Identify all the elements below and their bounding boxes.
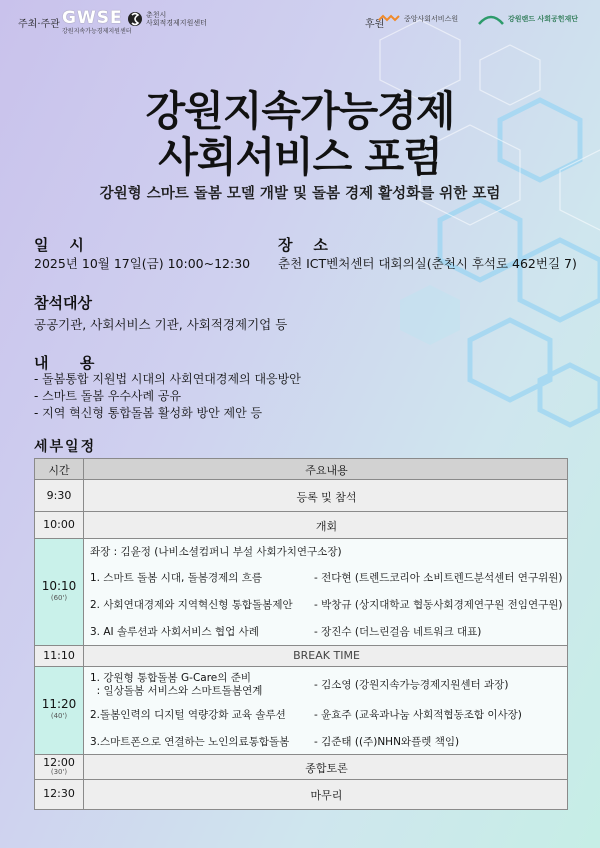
content-label: 내 용 — [34, 354, 95, 372]
topic-1: 1. 강원형 통합돌봄 G-Care의 준비 — [90, 672, 252, 684]
speaker-3: - 김준태 ((주)NHN와플렛 책임) — [314, 736, 460, 748]
topic-1b: : 일상돌봄 서비스와 스마트돌봄연계 — [90, 685, 263, 697]
chair-text: 좌장 : 김윤정 (나비소셜컴퍼니 부설 사회가치연구소장) — [90, 546, 342, 558]
topic-1: 1. 스마트 돌봄 시대, 돌봄경제의 흐름 — [90, 572, 263, 584]
col-time-header: 시간 — [48, 464, 70, 477]
sponsor2-logo: 강원랜드 사회공헌재단 — [478, 12, 578, 26]
list-item: - 지역 혁신형 통합돌봄 활성화 방안 제안 등 — [34, 406, 263, 420]
sponsor1-logo: 중앙사회서비스원 — [378, 14, 458, 24]
participants-value: 공공기관, 사회서비스 기관, 사회적경제기업 등 — [34, 317, 288, 332]
col-content-header: 주요내용 — [305, 464, 348, 477]
place-label: 장 소 — [278, 236, 328, 254]
session-row-2: 11:20 (40') 1. 강원형 통합돌봄 G-Care의 준비 : 일상돌봄 서비스와 스마트돌봄연계 - 김소영 (강원지속가능경제지원센터 과장) 2.돌봄인력의 디지털 역량강화 교육 솔루션 - 윤효주 (교육과나눔 사회적협동조합 이사장) 3.스마트폰으로 연결하는 노인의료통합돌봄 - 김준태 ((주)NHN와플렛 책임) — [35, 667, 568, 755]
table-header — [35, 459, 568, 480]
place-value: 춘천 ICT벤처센터 대회의실(춘천시 후석로 462번길 7) — [278, 256, 577, 271]
table-row: 12:00 (30') 종합토론 — [35, 755, 568, 780]
column-divider — [83, 459, 84, 810]
schedule-label: 세부일정 — [34, 439, 97, 455]
content-list — [34, 371, 301, 422]
host-label: 주최·주관 — [18, 19, 60, 30]
session-row-1: 10:10 (60') 좌장 : 김윤정 (나비소셜컴퍼니 부설 사회가치연구소장) 1. 스마트 돌봄 시대, 돌봄경제의 흐름 - 전다현 (트렌드코리아 소비트렌드분석센터 연구위원) 2. 사회연대경제와 지역혁신형 통합돌봄제안 - 박창규 (상지대학교 협동사회경제연구원 전임연구원) 3. AI 솔루션과 사회서비스 협업 사례 - 장진수 (더느린걸음 네트워크 대표) — [35, 539, 568, 646]
topic-2: 2. 사회연대경제와 지역혁신형 통합돌봄제안 — [90, 599, 293, 611]
date-value: 2025년 10월 17일(금) 10:00~12:30 — [34, 256, 251, 271]
participants-label: 참석대상 — [34, 294, 92, 312]
topic-3: 3.스마트폰으로 연결하는 노인의료통합돌봄 — [90, 736, 290, 748]
table-row: 11:10 BREAK TIME — [35, 646, 568, 667]
speaker-2: - 윤효주 (교육과나눔 사회적협동조합 이사장) — [314, 709, 522, 721]
topic-3: 3. AI 솔루션과 사회서비스 협업 사례 — [90, 626, 259, 638]
speaker-2: - 박창규 (상지대학교 협동사회경제연구원 전임연구원) — [314, 599, 563, 611]
table-row: 9:30 등록 및 참석 — [35, 480, 568, 512]
wave-logo-icon — [378, 14, 400, 24]
s-mark-icon — [128, 8, 142, 30]
main-title-line1: 강원지속가능경제 — [145, 87, 455, 135]
chuncheon-center-logo: 춘천시 사회적경제지원센터 — [128, 8, 207, 30]
topic-2: 2.돌봄인력의 디지털 역량강화 교육 솔루션 — [90, 709, 286, 721]
sponsor-label: 후원 — [365, 19, 385, 30]
schedule-table — [34, 458, 568, 810]
subtitle: 강원형 스마트 돌봄 모델 개발 및 돌봄 경제 활성화를 위한 포럼 — [99, 186, 501, 202]
table-row: 12:30 마무리 — [35, 780, 568, 810]
main-title-line2: 사회서비스 포럼 — [158, 133, 442, 181]
top-logos-bar — [0, 0, 600, 40]
list-item: - 돌봄통합 지원법 시대의 사회연대경제의 대응방안 — [34, 372, 301, 386]
kangwon-land-icon — [478, 12, 504, 26]
date-label: 일 시 — [34, 236, 84, 254]
speaker-1: - 전다현 (트렌드코리아 소비트렌드분석센터 연구위원) — [314, 572, 563, 584]
speaker-1: - 김소영 (강원지속가능경제지원센터 과장) — [314, 679, 509, 691]
gwse-logo: GWSE 강원지속가능경제지원센터 — [62, 8, 132, 35]
speaker-3: - 장진수 (더느린걸음 네트워크 대표) — [314, 626, 482, 638]
table-row: 10:00 개회 — [35, 512, 568, 539]
list-item: - 스마트 돌봄 우수사례 공유 — [34, 389, 182, 403]
